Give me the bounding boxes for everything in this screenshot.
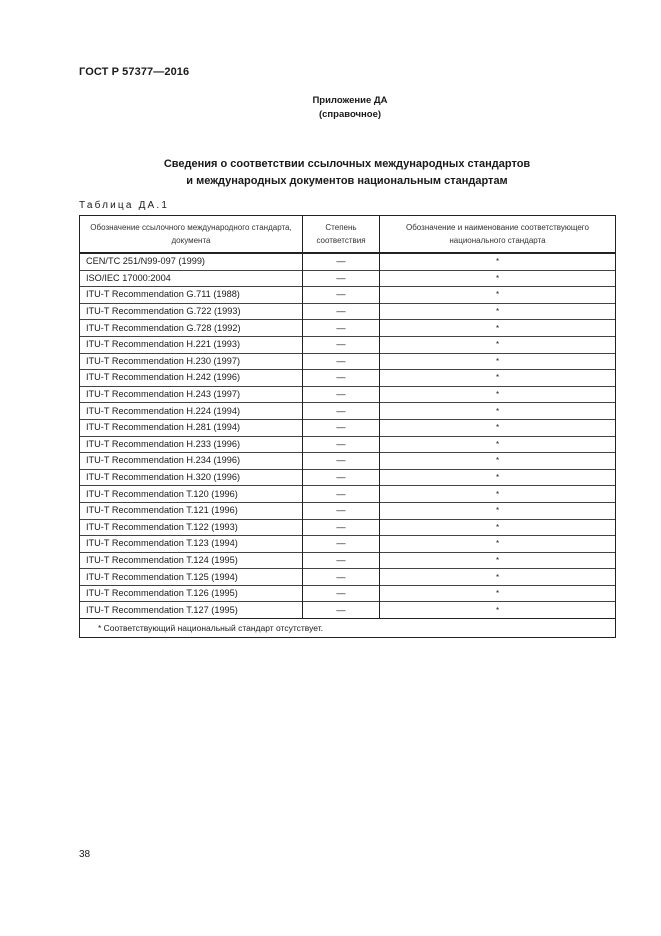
degree-cell: —	[303, 552, 380, 569]
table-row	[80, 320, 616, 337]
document-code: ГОСТ Р 57377—2016	[79, 66, 190, 78]
header-degree: Степень соответствия	[303, 216, 380, 254]
degree-cell: —	[303, 502, 380, 519]
table-row	[80, 486, 616, 503]
section-title-line-2: и международных документов национальным стандартам	[186, 175, 508, 187]
designation-cell: ITU-T Recommendation T.120 (1996)	[80, 486, 303, 503]
designation-cell: ITU-T Recommendation T.127 (1995)	[80, 602, 303, 619]
national-standard-cell: *	[380, 320, 616, 337]
national-standard-cell: *	[380, 569, 616, 586]
degree-cell: —	[303, 270, 380, 287]
section-title-line-1: Сведения о соответствии ссылочных международных стандартов	[163, 158, 531, 170]
degree-cell: —	[303, 419, 380, 436]
degree-cell: —	[303, 353, 380, 370]
appendix-title: Приложение ДА	[312, 95, 388, 106]
national-standard-cell: *	[380, 552, 616, 569]
reference-table	[79, 215, 616, 638]
table-body	[80, 253, 616, 619]
designation-cell: ITU-T Recommendation H.234 (1996)	[80, 453, 303, 470]
designation-cell: ITU-T Recommendation H.243 (1997)	[80, 386, 303, 403]
table-row	[80, 569, 616, 586]
designation-cell: ITU-T Recommendation H.224 (1994)	[80, 403, 303, 420]
page-number: 38	[79, 849, 91, 860]
degree-cell: —	[303, 486, 380, 503]
table-row	[80, 336, 616, 353]
table-row	[80, 287, 616, 304]
national-standard-cell: *	[380, 502, 616, 519]
degree-cell: —	[303, 469, 380, 486]
table-header-row	[80, 216, 616, 254]
designation-cell: ITU-T Recommendation T.123 (1994)	[80, 536, 303, 553]
national-standard-cell: *	[380, 536, 616, 553]
table-row	[80, 270, 616, 287]
table-row	[80, 602, 616, 619]
degree-cell: —	[303, 386, 380, 403]
degree-cell: —	[303, 602, 380, 619]
table-row	[80, 585, 616, 602]
designation-cell: ITU-T Recommendation T.124 (1995)	[80, 552, 303, 569]
national-standard-cell: *	[380, 419, 616, 436]
degree-cell: —	[303, 536, 380, 553]
table-row	[80, 370, 616, 387]
national-standard-cell: *	[380, 453, 616, 470]
designation-cell: ITU-T Recommendation G.722 (1993)	[80, 303, 303, 320]
degree-cell: —	[303, 403, 380, 420]
designation-cell: ITU-T Recommendation H.281 (1994)	[80, 419, 303, 436]
degree-cell: —	[303, 569, 380, 586]
table-row	[80, 419, 616, 436]
degree-cell: —	[303, 253, 380, 270]
national-standard-cell: *	[380, 303, 616, 320]
national-standard-cell: *	[380, 370, 616, 387]
designation-cell: ITU-T Recommendation H.233 (1996)	[80, 436, 303, 453]
designation-cell: ITU-T Recommendation H.320 (1996)	[80, 469, 303, 486]
national-standard-cell: *	[380, 353, 616, 370]
national-standard-cell: *	[380, 602, 616, 619]
table-footnote: * Соответствующий национальный стандарт отсутствует.	[80, 619, 616, 638]
section-title	[0, 156, 661, 190]
national-standard-cell: *	[380, 386, 616, 403]
degree-cell: —	[303, 303, 380, 320]
national-standard-cell: *	[380, 519, 616, 536]
header-national: Обозначение и наименование соответствующего национального стандарта	[380, 216, 616, 254]
national-standard-cell: *	[380, 403, 616, 420]
degree-cell: —	[303, 519, 380, 536]
national-standard-cell: *	[380, 336, 616, 353]
national-standard-cell: *	[380, 270, 616, 287]
table-caption: Таблица ДА.1	[79, 200, 170, 211]
degree-cell: —	[303, 370, 380, 387]
designation-cell: ITU-T Recommendation T.121 (1996)	[80, 502, 303, 519]
degree-cell: —	[303, 453, 380, 470]
table-row	[80, 519, 616, 536]
designation-cell: ITU-T Recommendation G.711 (1988)	[80, 287, 303, 304]
table-row	[80, 353, 616, 370]
national-standard-cell: *	[380, 436, 616, 453]
degree-cell: —	[303, 436, 380, 453]
degree-cell: —	[303, 585, 380, 602]
table-footnote-row	[80, 619, 616, 638]
designation-cell: ITU-T Recommendation H.230 (1997)	[80, 353, 303, 370]
header-designation: Обозначение ссылочного международного стандарта, документа	[80, 216, 303, 254]
designation-cell: ITU-T Recommendation T.126 (1995)	[80, 585, 303, 602]
appendix-subtitle: (справочное)	[318, 109, 382, 120]
table-row	[80, 469, 616, 486]
designation-cell: ITU-T Recommendation H.242 (1996)	[80, 370, 303, 387]
degree-cell: —	[303, 320, 380, 337]
table-row	[80, 552, 616, 569]
table-row	[80, 303, 616, 320]
table-row	[80, 436, 616, 453]
designation-cell: ISO/IEC 17000:2004	[80, 270, 303, 287]
degree-cell: —	[303, 287, 380, 304]
designation-cell: ITU-T Recommendation T.125 (1994)	[80, 569, 303, 586]
national-standard-cell: *	[380, 287, 616, 304]
degree-cell: —	[303, 336, 380, 353]
national-standard-cell: *	[380, 253, 616, 270]
designation-cell: ITU-T Recommendation H.221 (1993)	[80, 336, 303, 353]
table-row	[80, 453, 616, 470]
table-row	[80, 253, 616, 270]
table-row	[80, 386, 616, 403]
table-row	[80, 403, 616, 420]
national-standard-cell: *	[380, 585, 616, 602]
national-standard-cell: *	[380, 486, 616, 503]
table-row	[80, 536, 616, 553]
national-standard-cell: *	[380, 469, 616, 486]
appendix-heading	[0, 94, 661, 122]
designation-cell: CEN/TC 251/N99-097 (1999)	[80, 253, 303, 270]
designation-cell: ITU-T Recommendation G.728 (1992)	[80, 320, 303, 337]
table-row	[80, 502, 616, 519]
designation-cell: ITU-T Recommendation T.122 (1993)	[80, 519, 303, 536]
